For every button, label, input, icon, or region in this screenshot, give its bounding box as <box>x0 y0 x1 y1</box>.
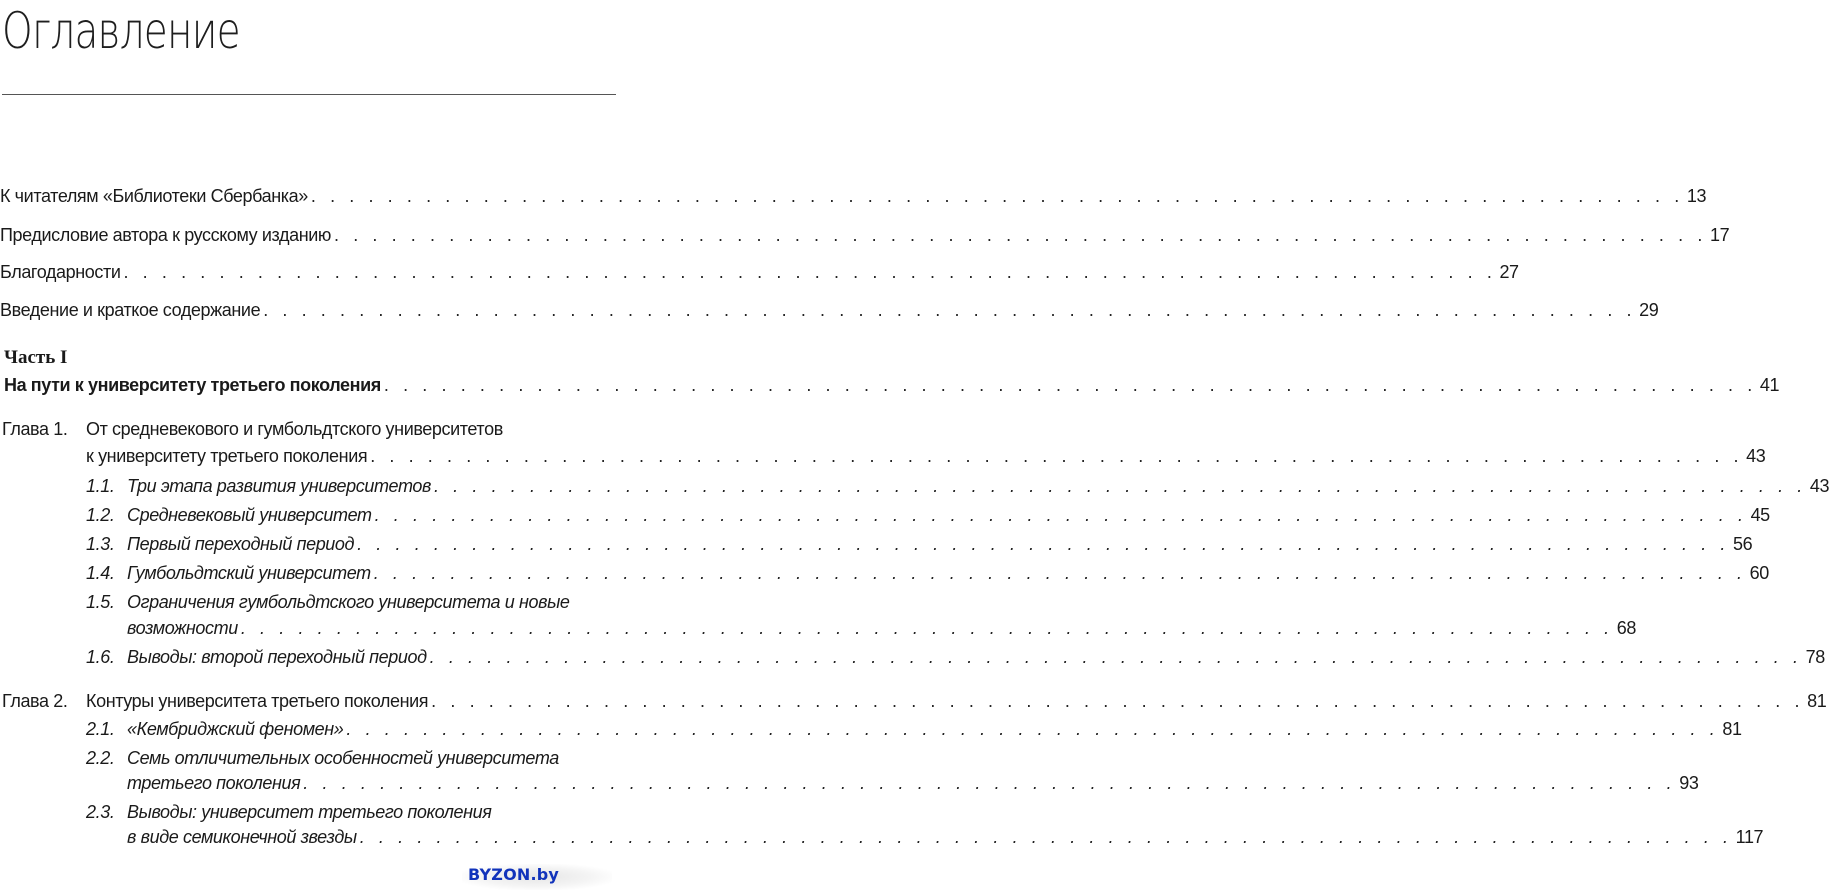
toc-page: 117 <box>1735 827 1764 847</box>
toc-section-2-3-cont[interactable] <box>127 825 1764 849</box>
page-title: Оглавление <box>2 2 240 60</box>
toc-entry-chapter1[interactable] <box>86 444 1766 468</box>
toc-page: 81 <box>1722 719 1742 739</box>
toc-leader: . . . . . . . . . . . . . . . . . . . . . . . . . . . . . . . . . . . . . . . . . . . . . . . . . . . . . . . . . . . . . . . . . . . . . . . . <box>383 375 1757 395</box>
toc-section-1-2[interactable] <box>0 503 1770 527</box>
watermark-logo <box>462 864 612 890</box>
toc-label: «Кембриджский феномен» <box>127 719 344 739</box>
toc-leader: . . . . . . . . . . . . . . . . . . . . . . . . . . . . . . . . . . . . . . . . . . . . . . . . . . . . . . . . . . . . . . . . . . . . . . . . <box>346 719 1720 739</box>
chapter-number: Глава 1. <box>2 419 68 439</box>
toc-page: 29 <box>1639 300 1659 320</box>
toc-leader: . . . . . . . . . . . . . . . . . . . . . . . . . . . . . . . . . . . . . . . . . . . . . . . . . . . . . . . . . . . . . . . . . . . . . . . . <box>357 534 1731 554</box>
toc-page: 27 <box>1499 262 1519 282</box>
toc-leader: . . . . . . . . . . . . . . . . . . . . . . . . . . . . . . . . . . . . . . . . . . . . . . . . . . . . . . . . . . . . . . . . . . . . . . . . <box>374 505 1748 525</box>
toc-section-1-4[interactable] <box>0 561 1769 585</box>
toc-leader: . . . . . . . . . . . . . . . . . . . . . . . . . . . . . . . . . . . . . . . . . . . . . . . . . . . . . . . . . . . . . . . . . . . . . . . . <box>370 446 1744 466</box>
chapter-title-line: От средневекового и гумбольдтского университетов <box>86 419 503 439</box>
toc-leader: . . . . . . . . . . . . . . . . . . . . . . . . . . . . . . . . . . . . . . . . . . . . . . . . . . . . . . . . . . . . . . . . . . . . . . . . <box>433 476 1807 496</box>
section-number: 1.1. <box>86 476 115 496</box>
toc-entry-part1[interactable] <box>4 373 1780 397</box>
toc-page: 43 <box>1809 476 1829 496</box>
toc-entry-introduction[interactable] <box>0 298 1659 322</box>
toc-section-1-5[interactable] <box>0 590 612 614</box>
toc-page: 78 <box>1805 647 1825 667</box>
toc-section-1-5-cont[interactable] <box>127 616 1637 640</box>
watermark-text: BYZON.by <box>468 865 560 884</box>
section-number: 1.6. <box>86 647 115 667</box>
toc-section-2-2[interactable] <box>0 746 612 770</box>
toc-leader: . . . . . . . . . . . . . . . . . . . . . . . . . . . . . . . . . . . . . . . . . . . . . . . . . . . . . . . . . . . . . . . . . . . . . . . . <box>123 262 1497 282</box>
toc-entry-acknowledgements[interactable] <box>0 260 1519 284</box>
toc-page: 13 <box>1686 186 1707 206</box>
toc-page: 68 <box>1616 618 1637 638</box>
toc-page: 45 <box>1750 505 1770 525</box>
toc-leader: . . . . . . . . . . . . . . . . . . . . . . . . . . . . . . . . . . . . . . . . . . . . . . . . . . . . . . . . . . . . . . . . . . . . . . . . <box>373 563 1747 583</box>
toc-leader: . . . . . . . . . . . . . . . . . . . . . . . . . . . . . . . . . . . . . . . . . . . . . . . . . . . . . . . . . . . . . . . . . . . . . . . . <box>429 647 1803 667</box>
toc-label: На пути к университету третьего поколения <box>4 375 381 395</box>
toc-leader: . . . . . . . . . . . . . . . . . . . . . . . . . . . . . . . . . . . . . . . . . . . . . . . . . . . . . . . . . . . . . . . . . . . . . . . . <box>334 225 1707 245</box>
toc-label: третьего поколения <box>127 773 301 793</box>
section-number: 1.2. <box>86 505 115 525</box>
toc-label: к университету третьего поколения <box>86 446 368 466</box>
toc-section-2-2-cont[interactable] <box>127 771 1699 795</box>
toc-page: 17 <box>1709 225 1730 245</box>
toc-section-2-3[interactable] <box>0 800 612 824</box>
toc-leader: . . . . . . . . . . . . . . . . . . . . . . . . . . . . . . . . . . . . . . . . . . . . . . . . . . . . . . . . . . . . . . . . . . . . . . . . <box>359 827 1733 847</box>
toc-leader: . . . . . . . . . . . . . . . . . . . . . . . . . . . . . . . . . . . . . . . . . . . . . . . . . . . . . . . . . . . . . . . . . . . . . . . . <box>310 186 1684 206</box>
toc-page: 41 <box>1759 375 1780 395</box>
toc-label-line: Выводы: университет третьего поколения <box>127 802 492 822</box>
toc-leader: . . . . . . . . . . . . . . . . . . . . . . . . . . . . . . . . . . . . . . . . . . . . . . . . . . . . . . . . . . . . . . . . . . . . . . . . <box>240 618 1614 638</box>
toc-entry-preface[interactable] <box>0 223 1730 247</box>
toc-leader: . . . . . . . . . . . . . . . . . . . . . . . . . . . . . . . . . . . . . . . . . . . . . . . . . . . . . . . . . . . . . . . . . . . . . . . . <box>303 773 1677 793</box>
toc-label: в виде семиконечной звезды <box>127 827 357 847</box>
toc-page: 43 <box>1746 446 1766 466</box>
toc-label: Благодарности <box>0 262 121 282</box>
toc-label: Предисловие автора к русскому изданию <box>0 225 331 245</box>
toc-section-1-3[interactable] <box>0 532 1753 556</box>
toc-label-line: Ограничения гумбольдтского университета и новые <box>127 592 570 612</box>
toc-label: Средневековый университет <box>127 505 372 525</box>
toc-label: К читателям «Библиотеки Сбербанка» <box>0 186 308 206</box>
toc-entry-readers[interactable] <box>0 184 1707 208</box>
toc-section-1-6[interactable] <box>0 645 1825 669</box>
toc-label: Гумбольдтский университет <box>127 563 371 583</box>
toc-label: Три этапа развития университетов <box>127 476 431 496</box>
title-rule <box>2 94 616 95</box>
section-number: 2.1. <box>86 719 115 739</box>
toc-page: 81 <box>1807 691 1827 711</box>
toc-leader: . . . . . . . . . . . . . . . . . . . . . . . . . . . . . . . . . . . . . . . . . . . . . . . . . . . . . . . . . . . . . . . . . . . . . . . . <box>431 691 1805 711</box>
section-number: 1.5. <box>86 592 115 612</box>
toc-label-line: Семь отличительных особенностей университета <box>127 748 559 768</box>
toc-section-1-1[interactable] <box>0 474 1829 498</box>
toc-leader: . . . . . . . . . . . . . . . . . . . . . . . . . . . . . . . . . . . . . . . . . . . . . . . . . . . . . . . . . . . . . . . . . . . . . . . . <box>263 300 1637 320</box>
part-heading: Часть I <box>4 347 68 368</box>
toc-page: 93 <box>1679 773 1699 793</box>
toc-label: Первый переходный период <box>127 534 355 554</box>
section-number: 1.4. <box>86 563 115 583</box>
toc-label: Контуры университета третьего поколения <box>86 691 429 711</box>
toc-section-2-1[interactable] <box>0 717 1742 741</box>
toc-page: 56 <box>1733 534 1753 554</box>
toc-page: 60 <box>1749 563 1769 583</box>
toc-label: возможности <box>127 618 238 638</box>
chapter-number: Глава 2. <box>2 691 68 711</box>
section-number: 2.3. <box>86 802 115 822</box>
toc-entry-chapter2[interactable] <box>86 689 1827 713</box>
toc-label: Введение и краткое содержание <box>0 300 261 320</box>
section-number: 1.3. <box>86 534 115 554</box>
section-number: 2.2. <box>86 748 115 768</box>
toc-label: Выводы: второй переходный период <box>127 647 427 667</box>
